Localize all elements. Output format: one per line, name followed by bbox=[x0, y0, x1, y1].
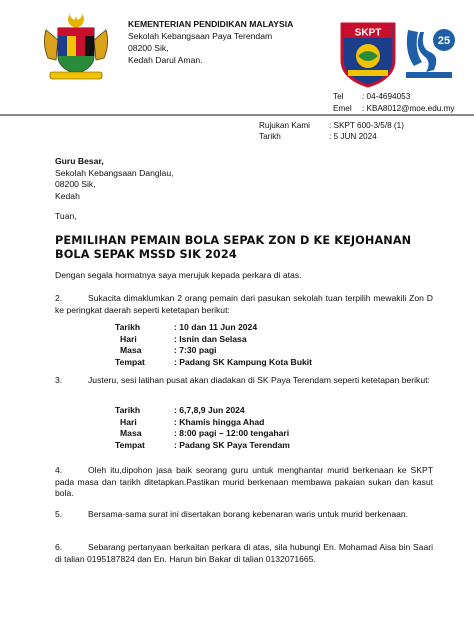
detail-value: : Padang SK Paya Terendam bbox=[174, 439, 290, 450]
pss-logo bbox=[400, 22, 458, 84]
sender-school-name: Sekolah Kebangsaan Paya Terendam bbox=[128, 31, 273, 41]
detail-label: Hari bbox=[120, 333, 137, 344]
paragraph-5 bbox=[55, 509, 433, 521]
detail-row bbox=[115, 428, 290, 440]
match-details-table bbox=[115, 322, 312, 368]
letterhead bbox=[128, 18, 293, 66]
recipient-school: Sekolah Kebangsaan Danglau, bbox=[55, 167, 174, 178]
detail-label: Tarikh bbox=[115, 322, 141, 332]
date-value: : 5 JUN 2024 bbox=[329, 131, 377, 141]
detail-row bbox=[115, 440, 290, 452]
training-details-table bbox=[115, 405, 290, 451]
detail-value: : 10 dan 11 Jun 2024 bbox=[174, 322, 258, 332]
contact-info bbox=[333, 91, 455, 114]
letter-subject: PEMILIHAN PEMAIN BOLA SEPAK ZON D KE KEJOHANAN BOLA SEPAK MSSD SIK 2024 bbox=[55, 234, 412, 261]
paragraph-2 bbox=[55, 293, 433, 316]
paragraph-3-text: Justeru, sesi latihan pusat akan diadakan di SK Paya Terendam seperti ketetapan berikut: bbox=[88, 375, 430, 385]
ministry-name: KEMENTERIAN PENDIDIKAN MALAYSIA bbox=[128, 19, 294, 29]
detail-value: : 8:00 pagi – 12:00 tengahari bbox=[174, 428, 290, 438]
reference-label: Rujukan Kami bbox=[259, 121, 310, 130]
detail-value: : Padang SK Kampung Kota Bukit bbox=[174, 356, 312, 367]
email-value: : KBA8012@moe.edu.my bbox=[362, 103, 455, 113]
paragraph-2-text: Sukacita dimaklumkan 2 orang pemain dari pasukan sekolah tuan terpilih mewakili Zon D ke peringkat daerah seperti ketetapan berikut: bbox=[55, 293, 433, 315]
school-skpt-logo bbox=[338, 20, 398, 88]
detail-label: Masa bbox=[120, 428, 142, 438]
detail-value: : 6,7,8,9 Jun 2024 bbox=[174, 405, 245, 415]
paragraph-4 bbox=[55, 465, 433, 500]
opening-paragraph: Dengan segala hormatnya saya merujuk kepada perkara di atas. bbox=[55, 270, 302, 280]
detail-row bbox=[115, 417, 290, 429]
detail-row bbox=[115, 405, 290, 417]
reference-value: : SKPT 600-3/5/8 (1) bbox=[329, 121, 404, 130]
tel-label: Tel bbox=[333, 92, 344, 101]
paragraph-3-number: 3. bbox=[55, 375, 63, 385]
svg-text:25: 25 bbox=[437, 35, 451, 47]
paragraph-6-number: 6. bbox=[55, 542, 63, 552]
recipient-state: Kedah bbox=[55, 190, 80, 201]
paragraph-5-text: Bersama-sama surat ini disertakan borang kebenaran waris untuk murid berkenaan. bbox=[88, 509, 409, 519]
detail-label: Tarikh bbox=[115, 405, 141, 415]
detail-row bbox=[115, 345, 312, 357]
detail-row bbox=[115, 334, 312, 346]
recipient-title: Guru Besar, bbox=[55, 156, 104, 166]
sender-state: Kedah Darul Aman. bbox=[128, 55, 203, 65]
detail-label: Tempat bbox=[115, 439, 145, 450]
malaysia-crest-logo bbox=[40, 10, 112, 82]
date-label: Tarikh bbox=[259, 131, 281, 141]
detail-value: : 7:30 pagi bbox=[174, 345, 217, 355]
paragraph-4-number: 4. bbox=[55, 465, 63, 475]
recipient-address bbox=[55, 156, 174, 202]
detail-value: : Khamis hingga Ahad bbox=[174, 416, 265, 427]
email-label: Emel bbox=[333, 103, 352, 113]
detail-row bbox=[115, 357, 312, 369]
detail-label: Tempat bbox=[115, 356, 145, 367]
paragraph-6-text: Sebarang pertanyaan berkaitan perkara di atas, sila hubungi En. Mohamad Aisa bin Saari di talian 0195187824 dan En. Harun bin Bakar di talian 0132071665. bbox=[55, 542, 433, 564]
svg-text:SKPT: SKPT bbox=[354, 27, 382, 39]
detail-row bbox=[115, 322, 312, 334]
tel-value: : 04-4694053 bbox=[362, 92, 411, 101]
detail-label: Masa bbox=[120, 345, 142, 355]
sender-postcode-town: 08200 Sik, bbox=[128, 43, 169, 53]
header-divider bbox=[0, 114, 474, 116]
paragraph-4-text: Oleh itu,dipohon jasa baik seorang guru untuk menghantar murid berkenaan ke SKPT pada masa dan tarikh ditetapkan.Pastikan murid berkenaan membawa pakaian sukan dan kasut bola. bbox=[55, 465, 433, 498]
paragraph-2-number: 2. bbox=[55, 293, 63, 303]
paragraph-6 bbox=[55, 542, 433, 565]
detail-value: : Isnin dan Selasa bbox=[174, 333, 247, 344]
detail-label: Hari bbox=[120, 416, 137, 427]
recipient-town: 08200 Sik, bbox=[55, 179, 96, 189]
paragraph-5-number: 5. bbox=[55, 509, 63, 519]
paragraph-3 bbox=[55, 375, 433, 387]
salutation: Tuan, bbox=[55, 211, 77, 221]
reference-block bbox=[259, 121, 404, 142]
